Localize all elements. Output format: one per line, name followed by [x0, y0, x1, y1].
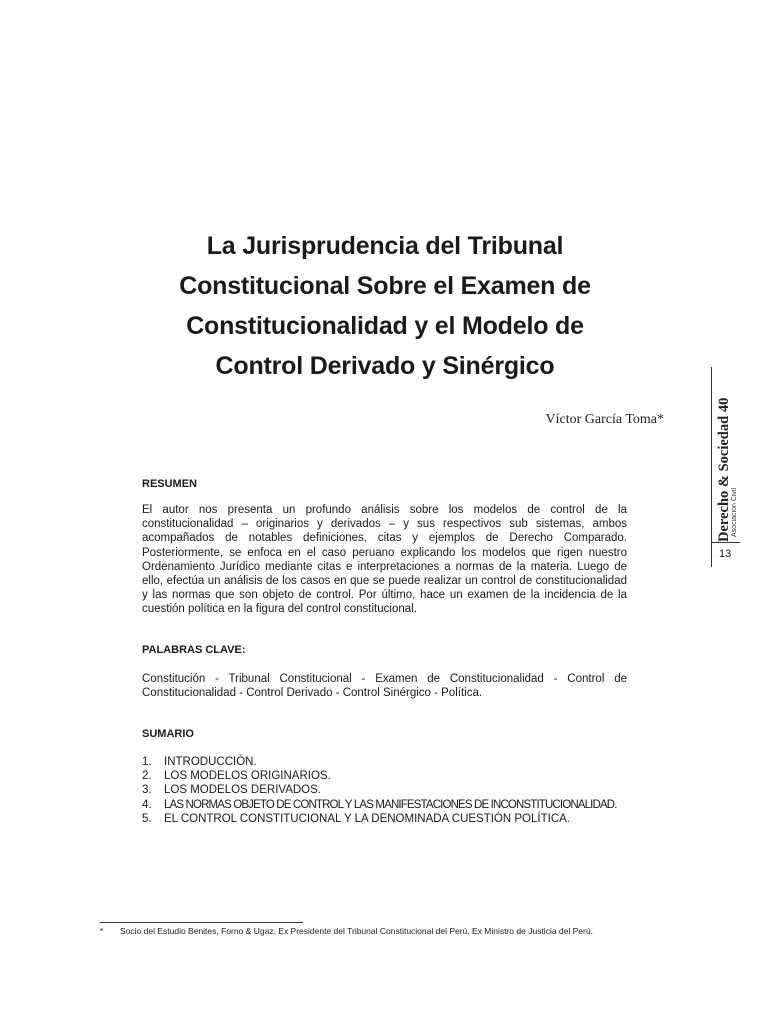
- sidebar-divider: [711, 367, 712, 567]
- author-name: Víctor García Toma*: [545, 412, 664, 427]
- resumen-line: constitucionalidad – originarios y derivados – y sus respectivos sub sistemas, ambos: [142, 518, 627, 531]
- palabras-clave-text: [142, 672, 627, 700]
- page-number: 13: [719, 548, 732, 560]
- journal-subtitle: Asociación Civil: [731, 487, 738, 537]
- title-line: Constitucional Sobre el Examen de: [179, 272, 591, 300]
- sumario-item-text: EL CONTROL CONSTITUCIONAL Y LA DENOMINADA CUESTIÓN POLÍTICA.: [164, 812, 570, 825]
- resumen-line: El autor nos presenta un profundo análisis sobre los modelos de control de la: [142, 504, 627, 516]
- journal-name: Derecho & Sociedad 40: [716, 397, 732, 542]
- article-title: [130, 226, 640, 386]
- resumen-line: ello, efectúa un análisis de los casos en que se puede realizar un control de constitucionalidad: [142, 575, 627, 588]
- resumen-text: [142, 503, 627, 617]
- resumen-line: Ordenamiento Jurídico mediante citas e interpretaciones a normas de la materia. Luego de: [142, 560, 627, 573]
- title-line: Constitucionalidad y el Modelo de: [186, 312, 584, 340]
- sumario-item-text: LOS MODELOS ORIGINARIOS.: [164, 770, 331, 783]
- sumario-item: [142, 783, 632, 797]
- sumario-list: [142, 755, 632, 826]
- sumario-item: [142, 769, 632, 783]
- keywords-line: Constitución - Tribunal Constitucional - Examen de Constitucionalidad - Control de: [142, 673, 627, 685]
- sumario-item-number: 1.: [142, 756, 152, 768]
- journal-sidebar: [708, 367, 740, 567]
- resumen-line: y las normas que son objeto de control. Por último, hace un examen de la incidencia de la: [142, 589, 627, 602]
- sumario-item-text: INTRODUCCIÓN.: [164, 756, 257, 768]
- resumen-heading: RESUMEN: [142, 478, 198, 490]
- footnote-text: Socio del Estudio Benites, Forno & Ugaz. Ex Presidente del Tribunal Constitucional del Perú. Ex Ministro de Justicia del Perú.: [120, 926, 593, 936]
- title-line: La Jurisprudencia del Tribunal: [206, 232, 564, 260]
- sumario-heading: SUMARIO: [142, 728, 194, 740]
- resumen-line: acompañados de notables definiciones, citas y ejemplos de Derecho Comparado.: [142, 532, 627, 545]
- palabras-clave-heading: PALABRAS CLAVE:: [142, 644, 246, 656]
- sumario-item-text: LOS MODELOS DERIVADOS.: [164, 784, 321, 797]
- resumen-line: Posteriormente, se enfoca en el caso peruano explicando los modelos que rigen nuestro: [142, 546, 627, 559]
- keywords-line: Constitucionalidad - Control Derivado - Control Sinérgico - Política.: [142, 687, 483, 700]
- footnote-mark: *: [100, 926, 104, 936]
- sumario-item: [142, 812, 632, 826]
- sumario-item: [142, 755, 632, 769]
- sumario-item-number: 4.: [142, 798, 152, 811]
- resumen-line: cuestión política en la figura del control constitucional.: [142, 603, 417, 616]
- sidebar-rule: [711, 542, 740, 543]
- sumario-item: [142, 798, 632, 812]
- sumario-item-number: 5.: [142, 812, 152, 825]
- sumario-item-text: LAS NORMAS OBJETO DE CONTROL Y LAS MANIFESTACIONES DE INCONSTITUCIONALIDAD.: [164, 798, 617, 811]
- footnote-rule: [100, 922, 303, 923]
- sumario-item-number: 3.: [142, 784, 152, 797]
- sumario-item-number: 2.: [142, 770, 152, 783]
- title-line: Control Derivado y Sinérgico: [215, 352, 555, 380]
